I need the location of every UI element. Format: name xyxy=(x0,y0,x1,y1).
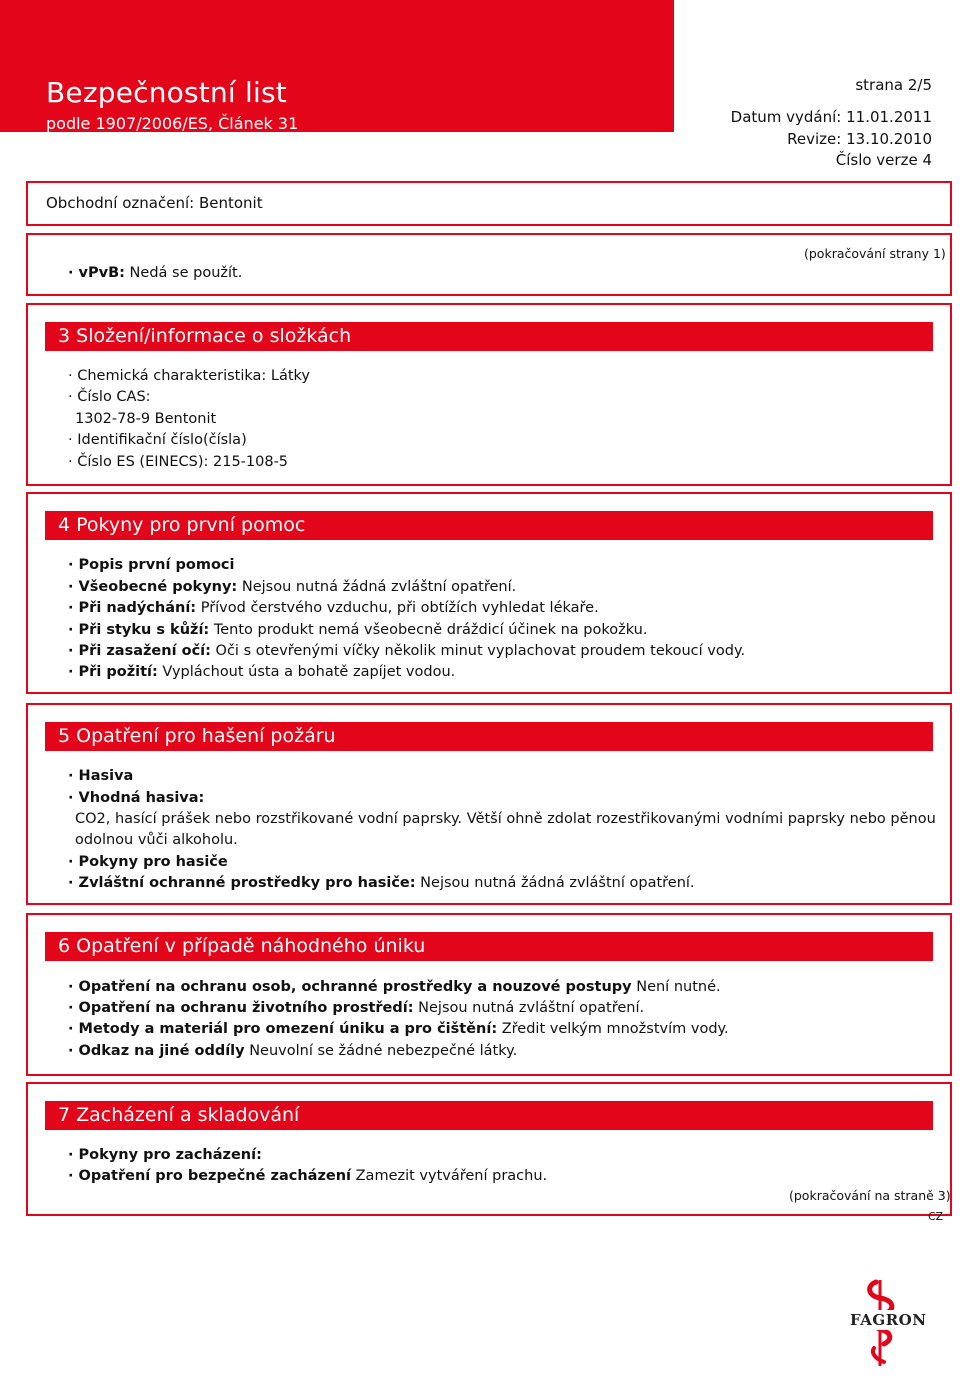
s4-l5-label: · Při zasažení očí: xyxy=(68,643,211,659)
s4-line-2 xyxy=(68,578,936,596)
s7-line-2 xyxy=(68,1167,936,1185)
s5-l5-label: · Zvláštní ochranné prostředky pro hasiče: xyxy=(68,875,416,891)
s6-l2-label: · Opatření na ochranu životního prostředí: xyxy=(68,1000,414,1016)
s5-line-1: · Hasiva xyxy=(68,768,134,784)
s6-line-1 xyxy=(68,978,936,996)
s6-l1-label: · Opatření na ochranu osob, ochranné prostředky a nouzové postupy xyxy=(68,979,632,995)
fagron-logo xyxy=(836,1276,928,1368)
s5-l5-value: Nejsou nutná žádná zvláštní opatření. xyxy=(415,875,695,891)
trade-name: Obchodní označení: Bentonit xyxy=(46,194,263,212)
s4-line-3 xyxy=(68,599,936,617)
page-number: strana 2/5 xyxy=(855,76,932,94)
s6-line-4 xyxy=(68,1042,936,1060)
s6-line-2 xyxy=(68,999,936,1017)
s6-l2-value: Nejsou nutná zvláštní opatření. xyxy=(413,1000,645,1016)
s4-l5-value: Oči s otevřenými víčky několik minut vyplachovat proudem tekoucí vody. xyxy=(210,643,746,659)
s4-l2-label: · Všeobecné pokyny: xyxy=(68,579,238,595)
s6-l3-label: · Metody a materiál pro omezení úniku a pro čištění: xyxy=(68,1021,498,1037)
section-4-heading: 4 Pokyny pro první pomoc xyxy=(45,511,933,540)
vpvb-line xyxy=(68,264,936,282)
s6-l1-value: Není nutné. xyxy=(631,979,721,995)
s4-l4-label: · Při styku s kůží: xyxy=(68,622,210,638)
s4-l3-label: · Při nadýchání: xyxy=(68,600,197,616)
document-subtitle: podle 1907/2006/ES, Článek 31 xyxy=(46,114,299,133)
header-band xyxy=(0,0,674,132)
issue-date: Datum vydání: 11.01.2011 xyxy=(730,108,932,126)
s6-l3-value: Zředit velkým množstvím vody. xyxy=(497,1021,729,1037)
s4-line-4 xyxy=(68,621,936,639)
s6-line-3 xyxy=(68,1020,936,1038)
s4-l3-value: Přívod čerstvého vzduchu, při obtížích vyhledat lékaře. xyxy=(196,600,599,616)
s5-line-3b: odolnou vůči alkoholu. xyxy=(75,832,238,848)
section-5-heading: 5 Opatření pro hašení požáru xyxy=(45,722,933,751)
vpvb-value: Nedá se použít. xyxy=(124,265,243,281)
s4-line-6 xyxy=(68,663,936,681)
s7-l2-label: · Opatření pro bezpečné zacházení xyxy=(68,1168,352,1184)
continuation-to: (pokračování na straně 3) xyxy=(789,1188,951,1203)
s7-l2-value: Zamezit vytváření prachu. xyxy=(351,1168,548,1184)
language-code: CZ xyxy=(928,1210,944,1223)
s3-line-3: 1302-78-9 Bentonit xyxy=(75,411,217,427)
s4-l4-value: Tento produkt nemá všeobecně dráždicí účinek na pokožku. xyxy=(209,622,648,638)
s5-line-4: · Pokyny pro hasiče xyxy=(68,854,228,870)
s7-line-1: · Pokyny pro zacházení: xyxy=(68,1147,262,1163)
s5-line-2: · Vhodná hasiva: xyxy=(68,790,205,806)
s6-l4-label: · Odkaz na jiné oddíly xyxy=(68,1043,245,1059)
s3-line-2: · Číslo CAS: xyxy=(68,389,151,405)
section-7-heading: 7 Zacházení a skladování xyxy=(45,1101,933,1130)
s3-line-4: · Identifikační číslo(čísla) xyxy=(68,432,247,448)
revision-date: Revize: 13.10.2010 xyxy=(787,130,932,148)
section-3-heading: 3 Složení/informace o složkách xyxy=(45,322,933,351)
section-6-heading: 6 Opatření v případě náhodného úniku xyxy=(45,932,933,961)
s4-l6-value: Vypláchout ústa a bohatě zapíjet vodou. xyxy=(157,664,456,680)
s3-line-5: · Číslo ES (EINECS): 215-108-5 xyxy=(68,454,289,470)
s4-line-1: · Popis první pomoci xyxy=(68,557,235,573)
logo-text: FAGRON xyxy=(850,1311,927,1329)
document-title: Bezpečnostní list xyxy=(46,76,287,109)
s4-line-5 xyxy=(68,642,936,660)
continuation-from: (pokračování strany 1) xyxy=(804,246,946,261)
s5-line-5 xyxy=(68,874,936,892)
s6-l4-value: Neuvolní se žádné nebezpečné látky. xyxy=(244,1043,518,1059)
s4-l6-label: · Při požití: xyxy=(68,664,158,680)
s3-line-1: · Chemická charakteristika: Látky xyxy=(68,368,311,384)
s4-l2-value: Nejsou nutná žádná zvláštní opatření. xyxy=(237,579,517,595)
vpvb-label: · vPvB: xyxy=(68,265,125,281)
s5-line-3: CO2, hasící prášek nebo rozstřikované vodní paprsky. Větší ohně zdolat rozestřikovanými vodními paprsky nebo pěnou xyxy=(75,811,936,827)
version-number: Číslo verze 4 xyxy=(835,151,932,169)
